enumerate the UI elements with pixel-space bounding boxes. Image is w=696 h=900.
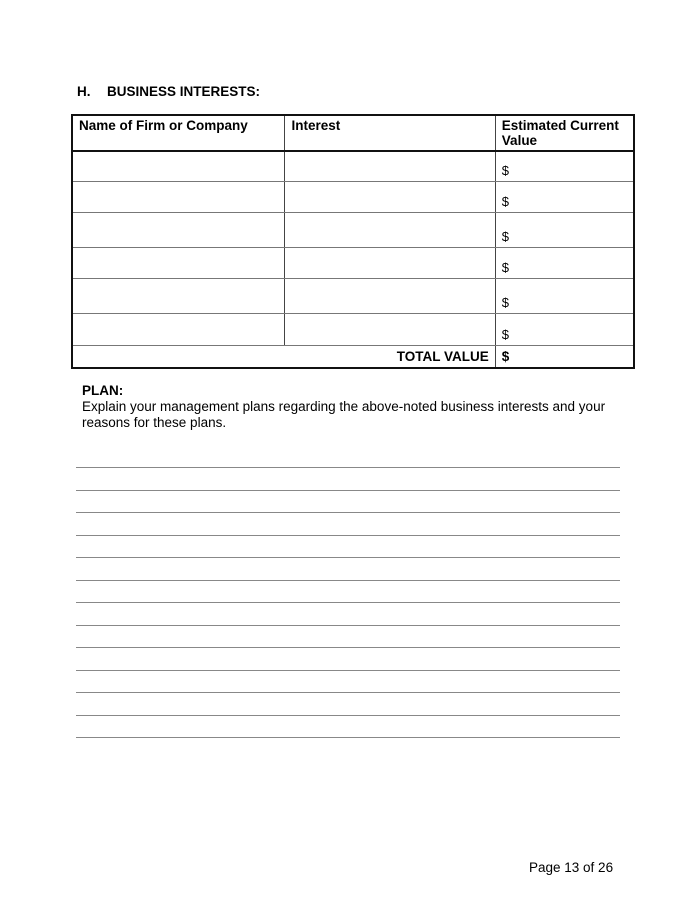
firm-name-cell[interactable]	[72, 181, 285, 212]
total-value-cell[interactable]: $	[495, 345, 634, 368]
interest-cell[interactable]	[285, 278, 495, 313]
answer-line[interactable]	[76, 467, 620, 468]
firm-name-cell[interactable]	[72, 313, 285, 345]
header-firm-name: Name of Firm or Company	[72, 115, 285, 151]
header-interest: Interest	[285, 115, 495, 151]
total-value-label: TOTAL VALUE	[72, 345, 495, 368]
plan-answer-lines[interactable]	[76, 467, 620, 760]
dollar-sign: $	[501, 228, 510, 244]
value-cell[interactable]	[495, 151, 634, 181]
answer-line[interactable]	[76, 535, 620, 536]
firm-name-cell[interactable]	[72, 212, 285, 247]
table-row	[72, 181, 634, 212]
table-row	[72, 313, 634, 345]
section-letter: H.	[77, 84, 91, 99]
value-cell[interactable]	[495, 247, 634, 278]
answer-line[interactable]	[76, 670, 620, 671]
value-cell[interactable]	[495, 313, 634, 345]
dollar-sign: $	[501, 294, 510, 310]
page-number: Page 13 of 26	[529, 860, 614, 875]
table-row	[72, 247, 634, 278]
dollar-sign: $	[501, 162, 510, 178]
table-row	[72, 278, 634, 313]
answer-line[interactable]	[76, 647, 620, 648]
table-row	[72, 151, 634, 181]
answer-line[interactable]	[76, 557, 620, 558]
firm-name-cell[interactable]	[72, 247, 285, 278]
answer-line[interactable]	[76, 692, 620, 693]
firm-name-cell[interactable]	[72, 151, 285, 181]
dollar-sign: $	[501, 326, 510, 342]
answer-line[interactable]	[76, 625, 620, 626]
interest-cell[interactable]	[285, 313, 495, 345]
dollar-sign: $	[501, 259, 510, 275]
interest-cell[interactable]	[285, 212, 495, 247]
plan-instructions: Explain your management plans regarding the above-noted business interests and your reasons for these plans.	[82, 399, 606, 430]
dollar-sign: $	[501, 193, 510, 209]
table-row	[72, 212, 634, 247]
table-header-row	[72, 115, 634, 151]
answer-line[interactable]	[76, 512, 620, 513]
business-interests-table	[71, 114, 635, 369]
header-estimated-value: Estimated Current Value	[495, 115, 634, 151]
value-cell[interactable]	[495, 212, 634, 247]
answer-line[interactable]	[76, 580, 620, 581]
interest-cell[interactable]	[285, 247, 495, 278]
plan-heading: PLAN:	[82, 383, 124, 398]
value-cell[interactable]	[495, 181, 634, 212]
section-title: BUSINESS INTERESTS:	[107, 84, 261, 99]
answer-line[interactable]	[76, 737, 620, 738]
interest-cell[interactable]	[285, 181, 495, 212]
total-row	[72, 345, 634, 368]
answer-line[interactable]	[76, 490, 620, 491]
answer-line[interactable]	[76, 715, 620, 716]
value-cell[interactable]	[495, 278, 634, 313]
section-heading	[77, 84, 260, 99]
firm-name-cell[interactable]	[72, 278, 285, 313]
interest-cell[interactable]	[285, 151, 495, 181]
answer-line[interactable]	[76, 602, 620, 603]
